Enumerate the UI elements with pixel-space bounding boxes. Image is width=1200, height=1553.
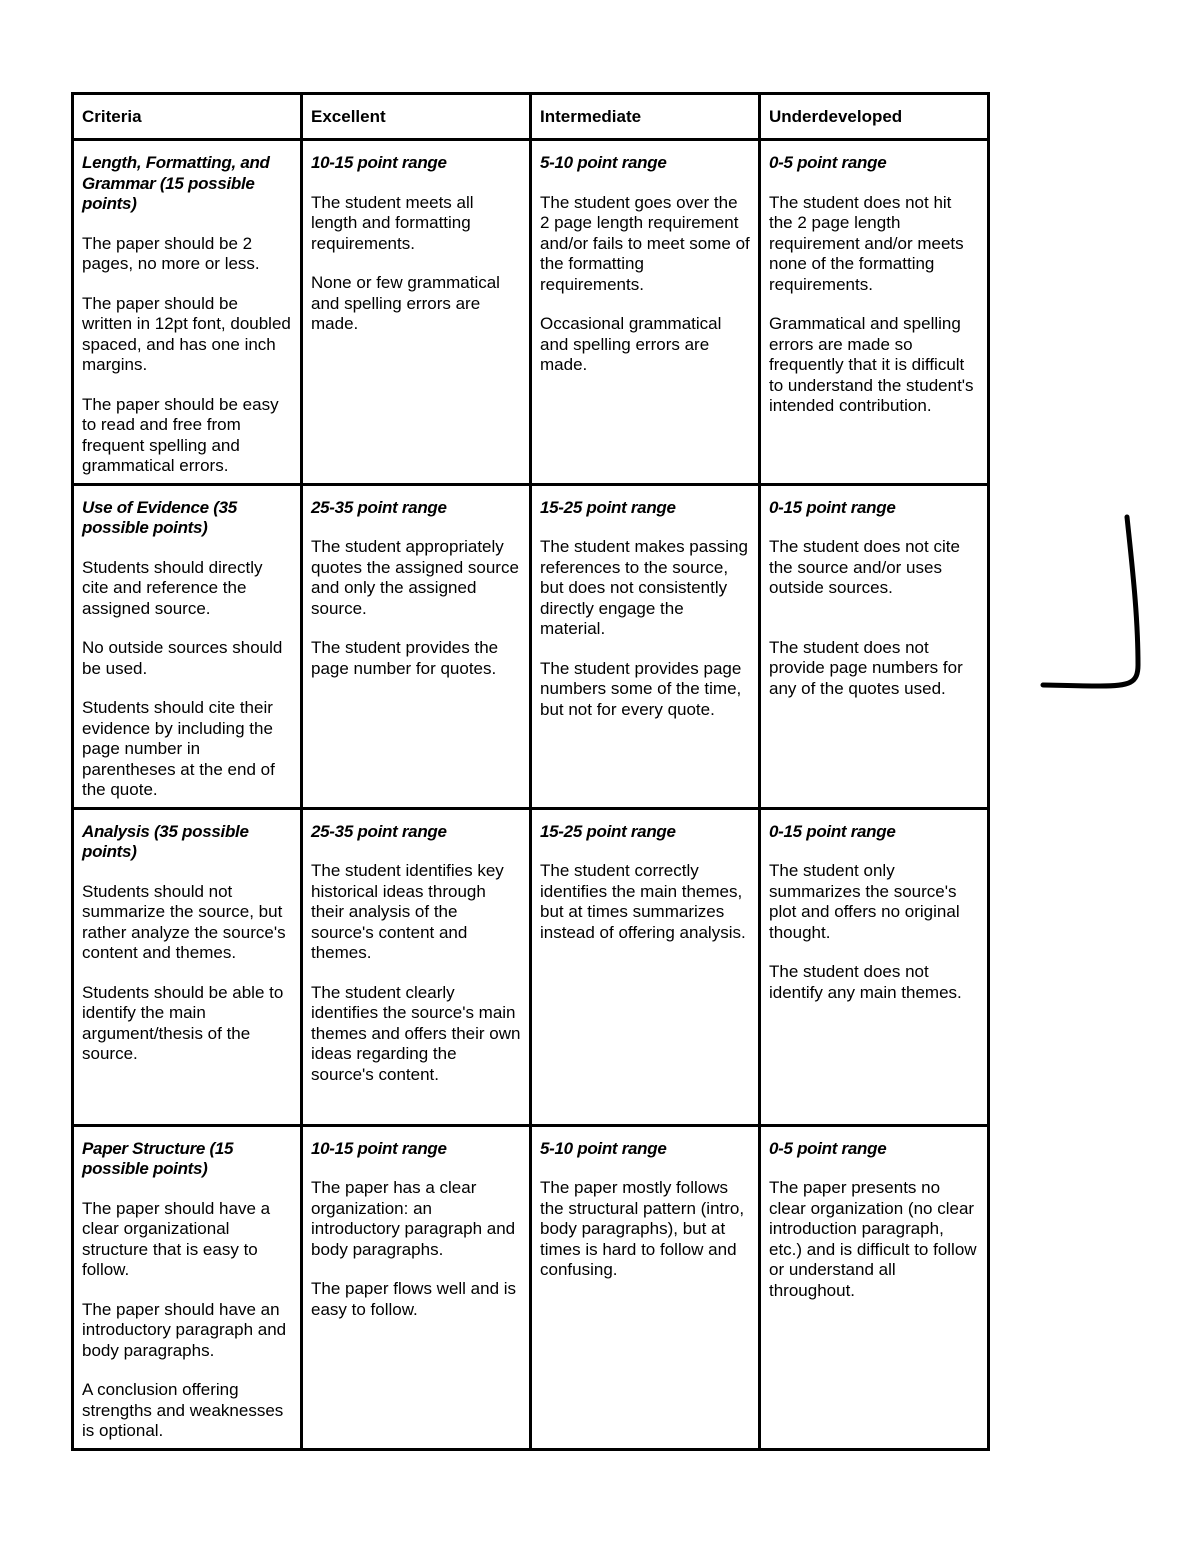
header-excellent: Excellent [302, 94, 531, 140]
descriptor-text: The paper mostly follows the structural pattern (intro, body paragraphs), but at times is hard to follow and confusing. [540, 1178, 745, 1279]
range-title: 25-35 point range [311, 497, 447, 517]
intermediate-cell [531, 484, 760, 808]
range-title: 0-5 point range [769, 1138, 887, 1158]
criteria-text: Students should not summarize the source, but rather analyze the source's content and themes. [82, 881, 286, 962]
header-criteria: Criteria [73, 94, 302, 140]
criteria-cell [73, 484, 302, 808]
criteria-text: A conclusion offering strengths and weaknesses is optional. [82, 1380, 284, 1440]
range-title: 15-25 point range [540, 821, 676, 841]
descriptor-text: Grammatical and spelling errors are made so frequently that it is difficult to understand the student's intended contribution. [769, 314, 974, 415]
excellent-cell [302, 808, 531, 1125]
criteria-text: The paper should be 2 pages, no more or less. [82, 233, 260, 273]
descriptor-text: The paper presents no clear organization (no clear introduction paragraph, etc.) and is difficult to follow or understand all throughout. [769, 1178, 977, 1300]
descriptor-text: The student meets all length and formatting requirements. [311, 192, 474, 253]
criteria-text: Students should be able to identify the main argument/thesis of the source. [82, 982, 284, 1063]
table-row [73, 140, 989, 485]
table-row [73, 484, 989, 808]
descriptor-text: The student provides the page number for quotes. [311, 638, 499, 678]
range-title: 25-35 point range [311, 821, 447, 841]
range-title: 10-15 point range [311, 153, 447, 172]
range-title: 0-15 point range [769, 497, 896, 517]
table-row [73, 1125, 989, 1449]
header-intermediate: Intermediate [531, 94, 760, 140]
descriptor-text: None or few grammatical and spelling errors are made. [311, 273, 500, 333]
descriptor-text: The paper flows well and is easy to follow. [311, 1279, 517, 1319]
descriptor-text: The student only summarizes the source's plot and offers no original thought. [769, 861, 960, 942]
descriptor-text: Occasional grammatical and spelling errors are made. [540, 314, 722, 374]
range-title: 5-10 point range [540, 1138, 667, 1158]
criteria-title: Use of Evidence (35 possible points) [82, 497, 237, 537]
intermediate-cell [531, 140, 760, 485]
intermediate-cell [531, 1125, 760, 1449]
range-title: 0-15 point range [769, 821, 896, 841]
criteria-title: Paper Structure (15 possible points) [82, 1138, 234, 1178]
descriptor-text: The student identifies key historical ideas through their analysis of the source's content and themes. [311, 861, 504, 962]
criteria-text: The paper should have a clear organizational structure that is easy to follow. [82, 1198, 271, 1279]
header-underdeveloped: Underdeveloped [760, 94, 989, 140]
table-row [73, 808, 989, 1125]
underdeveloped-cell [760, 1125, 989, 1449]
descriptor-text: The student does not cite the source and/or uses outside sources. [769, 537, 960, 597]
descriptor-text: The student does not identify any main themes. [769, 962, 962, 1002]
criteria-text: The paper should be written in 12pt font, doubled spaced, and has one inch margins. [82, 293, 291, 374]
range-title: 5-10 point range [540, 153, 667, 172]
pen-mark-icon [1030, 505, 1160, 705]
criteria-text: The paper should have an introductory paragraph and body paragraphs. [82, 1299, 287, 1360]
underdeveloped-cell [760, 140, 989, 485]
excellent-cell [302, 484, 531, 808]
criteria-cell [73, 140, 302, 485]
range-title: 10-15 point range [311, 1138, 447, 1158]
rubric-table [71, 92, 990, 1451]
criteria-text: The paper should be easy to read and free from frequent spelling and grammatical errors. [82, 394, 279, 475]
header-row [73, 94, 989, 140]
range-title: 15-25 point range [540, 497, 676, 517]
descriptor-text: The student correctly identifies the main themes, but at times summarizes instead of offering analysis. [540, 861, 746, 942]
intermediate-cell [531, 808, 760, 1125]
criteria-text: Students should directly cite and reference the assigned source. [82, 557, 263, 618]
excellent-cell [302, 1125, 531, 1449]
descriptor-text: The student appropriately quotes the assigned source and only the assigned source. [311, 537, 519, 618]
range-title: 0-5 point range [769, 153, 887, 172]
descriptor-text: The student does not hit the 2 page length requirement and/or meets none of the formatting requirements. [769, 192, 964, 294]
underdeveloped-cell [760, 808, 989, 1125]
criteria-cell [73, 808, 302, 1125]
descriptor-text: The student provides page numbers some of the time, but not for every quote. [540, 658, 742, 719]
criteria-text: No outside sources should be used. [82, 638, 283, 678]
descriptor-text: The student does not provide page numbers for any of the quotes used. [769, 637, 963, 698]
descriptor-text: The paper has a clear organization: an introductory paragraph and body paragraphs. [311, 1178, 516, 1259]
criteria-cell [73, 1125, 302, 1449]
descriptor-text: The student makes passing references to the source, but does not consistently directly engage the material. [540, 537, 748, 638]
descriptor-text: The student clearly identifies the source's main themes and offers their own ideas regarding the source's content. [311, 982, 521, 1084]
underdeveloped-cell [760, 484, 989, 808]
descriptor-text: The student goes over the 2 page length requirement and/or fails to meet some of the formatting requirements. [540, 192, 750, 294]
criteria-title: Analysis (35 possible points) [82, 821, 249, 861]
criteria-text: Students should cite their evidence by including the page number in parentheses at the end of the quote. [82, 698, 275, 799]
criteria-title: Length, Formatting, and Grammar (15 possible points) [82, 153, 270, 213]
excellent-cell [302, 140, 531, 485]
